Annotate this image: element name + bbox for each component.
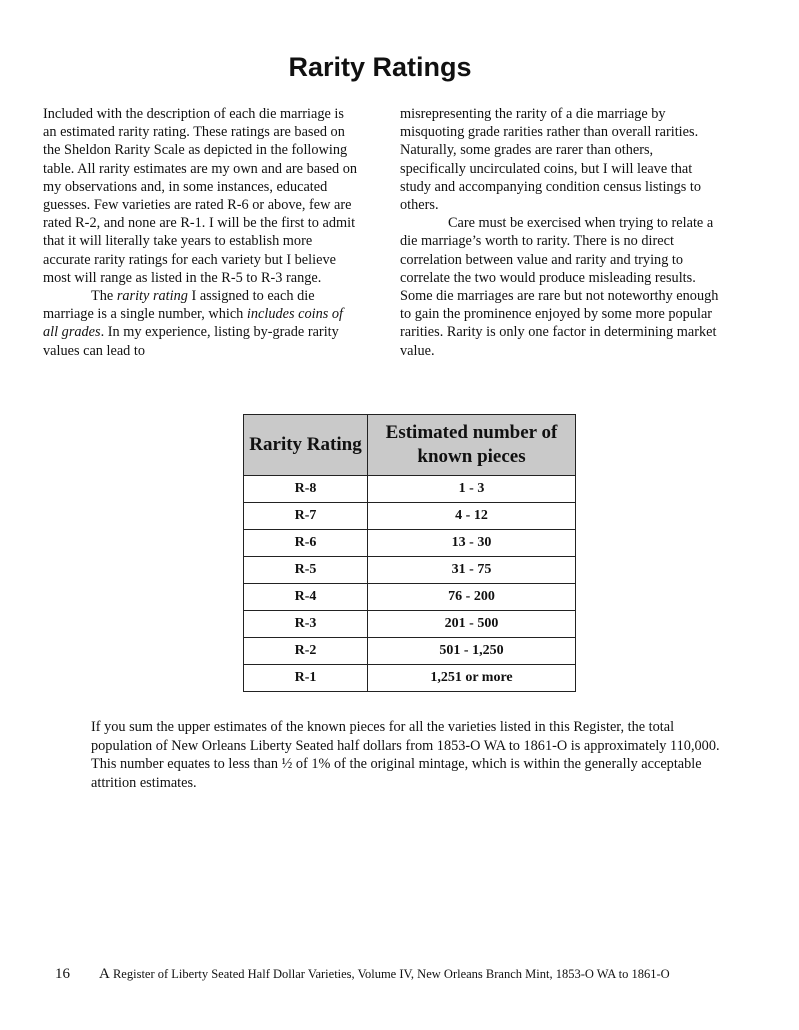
- page-number: 16: [55, 966, 70, 982]
- intro-paragraph-2: [43, 287, 358, 360]
- table-row: [244, 584, 576, 611]
- paragraph-2-continued: [400, 105, 722, 214]
- page-footer: [55, 966, 775, 983]
- pieces-cell: 201 - 500: [368, 611, 576, 638]
- header-estimated-pieces: Estimated number of known pieces: [368, 415, 576, 476]
- table-row: [244, 530, 576, 557]
- pieces-cell: 1 - 3: [368, 476, 576, 503]
- pieces-cell: 31 - 75: [368, 557, 576, 584]
- rating-cell: R-3: [244, 611, 368, 638]
- rating-cell: R-6: [244, 530, 368, 557]
- rating-cell: R-1: [244, 665, 368, 692]
- header-rarity-rating: Rarity Rating: [244, 415, 368, 476]
- rating-cell: R-8: [244, 476, 368, 503]
- intro-paragraph-3: Care must be exercised when trying to relate a die marriage’s worth to rarity. There is no direct correlation between value and rarity and trying to correlate the two would produce misleading results. Some die marriages are rare but not noteworthy enough to gain the prominence enjoyed by some more popular rarities. Rarity is only one factor in determining market value.: [400, 215, 719, 359]
- rarity-rating-emphasis: rarity rating: [116, 288, 188, 305]
- left-column: [43, 105, 358, 360]
- pieces-cell: 13 - 30: [368, 530, 576, 557]
- table-row: [244, 476, 576, 503]
- paragraph-2-text-a: The: [91, 288, 117, 305]
- paragraph-2-continuation-text: misrepresenting the rarity of a die marriage by misquoting grade rarities rather than overall rarities. Naturally, some grades are rarer than others, specifically uncirculated coins, but I will leave that study and accompanying condition census listings to others.: [400, 106, 701, 214]
- table-row: [244, 665, 576, 692]
- page-title: Rarity Ratings: [288, 52, 472, 82]
- intro-paragraph-1: Included with the description of each die marriage is an estimated rarity rating. These ratings are based on the Sheldon Rarity Scale as depicted in the following table. All rarity estimates are my own and are based on my observations and, in some instances, educated guesses. Few varieties are rated R-6 or above, few are rated R-2, and none are R-1. I will be the first to admit that it will literally take years to establish more accurate rarity ratings for each variety but I believe most will range as listed in the R-5 to R-3 range.: [43, 106, 358, 286]
- rating-cell: R-5: [244, 557, 368, 584]
- rating-cell: R-2: [244, 638, 368, 665]
- rarity-table: [243, 414, 576, 692]
- pieces-cell: 1,251 or more: [368, 665, 576, 692]
- summary-paragraph: If you sum the upper estimates of the known pieces for all the varieties listed in this Register, the total population of New Orleans Liberty Seated half dollars from 1853-O WA to 1861-O is approximately 110,000. This number equates to less than ½ of 1% of the original mintage, which is within the generally acceptable attrition estimates.: [91, 719, 720, 791]
- table-row: [244, 638, 576, 665]
- right-column: [400, 105, 722, 360]
- footer-initial: A: [99, 966, 110, 982]
- rating-cell: R-7: [244, 503, 368, 530]
- paragraph-2-text-b: I assigned to each die marriage is a single number, which: [43, 288, 315, 323]
- table-row: [244, 557, 576, 584]
- pieces-cell: 4 - 12: [368, 503, 576, 530]
- table-header-row: [244, 415, 576, 476]
- rating-cell: R-4: [244, 584, 368, 611]
- table-row: [244, 503, 576, 530]
- paragraph-2-text-c: . In my experience, listing by-grade rarity values can lead to: [43, 324, 339, 359]
- pieces-cell: 501 - 1,250: [368, 638, 576, 665]
- pieces-cell: 76 - 200: [368, 584, 576, 611]
- all-grades-emphasis: includes coins of all grades: [43, 306, 343, 341]
- footer-title: Register of Liberty Seated Half Dollar Varieties, Volume IV, New Orleans Branch Mint, 1853-O WA to 1861-O: [109, 967, 670, 981]
- table-row: [244, 611, 576, 638]
